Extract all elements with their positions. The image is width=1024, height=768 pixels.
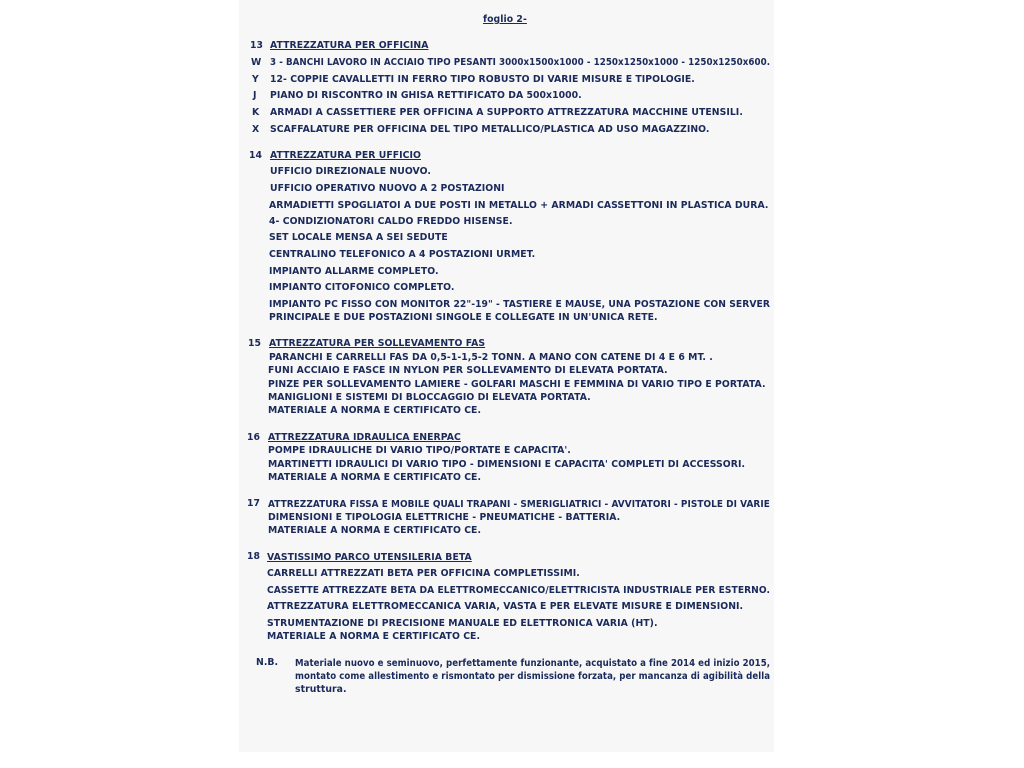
note-line: struttura. xyxy=(295,684,347,695)
section-14-title: ATTREZZATURA PER UFFICIO xyxy=(270,150,421,161)
item-text: 3 - BANCHI LAVORO IN ACCIAIO TIPO PESANTI 3000x1500x1000 - 1250x1250x1000 - 1250x1250x600. xyxy=(270,57,771,68)
section-line: PARANCHI E CARRELLI FAS DA 0,5-1-1,5-2 TONN. A MANO CON CATENE DI 4 E 6 MT. . xyxy=(269,352,713,363)
item-code: W xyxy=(251,57,262,68)
section-line: MATERIALE A NORMA E CERTIFICATO CE. xyxy=(267,631,481,642)
item-code: K xyxy=(252,107,260,118)
section-line: POMPE IDRAULICHE DI VARIO TIPO/PORTATE E CAPACITA'. xyxy=(268,445,571,456)
item-text: PIANO DI RISCONTRO IN GHISA RETTIFICATO DA 500x1000. xyxy=(270,90,582,101)
section-line: ATTREZZATURA FISSA E MOBILE QUALI TRAPANI - SMERIGLIATRICI - AVVITATORI - PISTOLE DI VARIE xyxy=(268,499,770,510)
note-line: montato come allestimento e rismontato per dismissione forzata, per mancanza di agibilità della xyxy=(295,671,771,682)
section-17-number: 17 xyxy=(247,498,261,509)
section-line: 4- CONDIZIONATORI CALDO FREDDO HISENSE. xyxy=(269,216,513,227)
section-line: ATTREZZATURA ELETTROMECCANICA VARIA, VASTA E PER ELEVATE MISURE E DIMENSIONI. xyxy=(267,601,744,612)
section-line: DIMENSIONI E TIPOLOGIA ELETTRICHE - PNEUMATICHE - BATTERIA. xyxy=(268,512,621,523)
section-15-number: 15 xyxy=(248,338,262,349)
section-18-number: 18 xyxy=(247,551,261,562)
item-text: 12- COPPIE CAVALLETTI IN FERRO TIPO ROBUSTO DI VARIE MISURE E TIPOLOGIE. xyxy=(270,74,695,85)
section-line: IMPIANTO CITOFONICO COMPLETO. xyxy=(269,282,455,293)
note-line: Materiale nuovo e seminuovo, perfettamente funzionante, acquistato a fine 2014 ed inizio 2015, xyxy=(295,658,771,669)
section-line: IMPIANTO ALLARME COMPLETO. xyxy=(269,266,439,277)
section-14-number: 14 xyxy=(249,150,263,161)
section-line: MANIGLIONI E SISTEMI DI BLOCCAGGIO DI ELEVATA PORTATA. xyxy=(268,392,591,403)
section-line: MATERIALE A NORMA E CERTIFICATO CE. xyxy=(268,525,482,536)
item-text: ARMADI A CASSETTIERE PER OFFICINA A SUPPORTO ATTREZZATURA MACCHINE UTENSILI. xyxy=(270,107,743,118)
section-line: PRINCIPALE E DUE POSTAZIONI SINGOLE E COLLEGATE IN UN'UNICA RETE. xyxy=(269,312,658,323)
section-line: CASSETTE ATTREZZATE BETA DA ELETTROMECCANICO/ELETTRICISTA INDUSTRIALE PER ESTERNO. xyxy=(267,585,771,596)
section-line: ARMADIETTI SPOGLIATOI A DUE POSTI IN METALLO + ARMADI CASSETTONI IN PLASTICA DURA. xyxy=(269,200,769,211)
item-code: X xyxy=(252,124,260,135)
section-line: SET LOCALE MENSA A SEI SEDUTE xyxy=(269,232,448,243)
section-line: MARTINETTI IDRAULICI DI VARIO TIPO - DIMENSIONI E CAPACITA' COMPLETI DI ACCESSORI. xyxy=(268,459,746,470)
section-line: FUNI ACCIAIO E FASCE IN NYLON PER SOLLEVAMENTO DI ELEVATA PORTATA. xyxy=(268,365,668,376)
item-code: J xyxy=(253,90,257,101)
section-line: MATERIALE A NORMA E CERTIFICATO CE. xyxy=(268,405,482,416)
section-line: UFFICIO OPERATIVO NUOVO A 2 POSTAZIONI xyxy=(270,183,505,194)
sheet-label: foglio 2- xyxy=(483,14,527,25)
section-13-title: ATTREZZATURA PER OFFICINA xyxy=(270,40,429,51)
section-16-title: ATTREZZATURA IDRAULICA ENERPAC xyxy=(268,432,461,443)
section-line: PINZE PER SOLLEVAMENTO LAMIERE - GOLFARI MASCHI E FEMMINA DI VARIO TIPO E PORTATA. xyxy=(268,379,766,390)
section-line: UFFICIO DIREZIONALE NUOVO. xyxy=(270,166,431,177)
section-18-title: VASTISSIMO PARCO UTENSILERIA BETA xyxy=(267,552,472,563)
section-16-number: 16 xyxy=(247,432,261,443)
note-label: N.B. xyxy=(256,657,279,668)
section-line: CARRELLI ATTREZZATI BETA PER OFFICINA COMPLETISSIMI. xyxy=(267,568,580,579)
section-line: IMPIANTO PC FISSO CON MONITOR 22"-19" - TASTIERE E MAUSE, UNA POSTAZIONE CON SERVER xyxy=(269,299,770,310)
section-line: MATERIALE A NORMA E CERTIFICATO CE. xyxy=(268,472,482,483)
section-line: STRUMENTAZIONE DI PRECISIONE MANUALE ED ELETTRONICA VARIA (HT). xyxy=(267,618,658,629)
item-text: SCAFFALATURE PER OFFICINA DEL TIPO METALLICO/PLASTICA AD USO MAGAZZINO. xyxy=(270,124,710,135)
section-13-number: 13 xyxy=(250,40,264,51)
item-code: Y xyxy=(252,74,259,85)
section-15-title: ATTREZZATURA PER SOLLEVAMENTO FAS xyxy=(269,338,486,349)
section-line: CENTRALINO TELEFONICO A 4 POSTAZIONI URMET. xyxy=(269,249,536,260)
